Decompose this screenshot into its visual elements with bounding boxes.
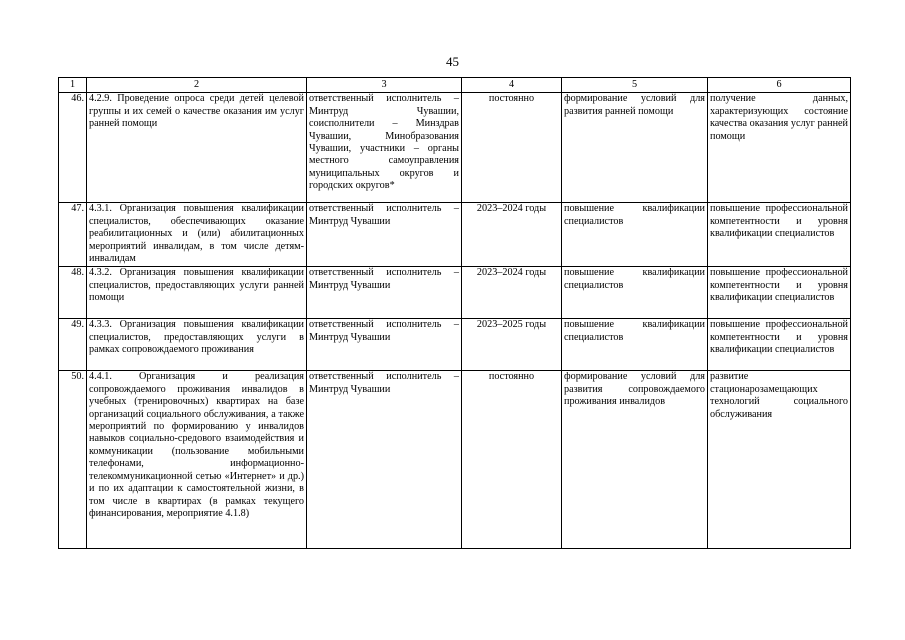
term-cell: 2023–2025 годы [462, 319, 562, 371]
term-cell: постоянно [462, 371, 562, 549]
result-cell: повышение профессиональной компетентности и уровня квалификации специалистов [708, 319, 851, 371]
term-cell: постоянно [462, 93, 562, 203]
executor-cell: ответственный исполнитель – Минтруд Чувашии [307, 371, 462, 549]
column-header-direction: 5 [562, 78, 708, 93]
row-number: 47. [59, 203, 87, 267]
table-header-row [59, 78, 851, 93]
executor-cell: ответственный исполнитель – Минтруд Чувашии [307, 203, 462, 267]
direction-cell: повышение квалификации специалистов [562, 267, 708, 319]
result-cell: получение данных, характеризующих состояние качества оказания услуг ранней помощи [708, 93, 851, 203]
measure-cell: 4.2.9. Проведение опроса среди детей целевой группы и их семей о качестве оказания им услуг ранней помощи [87, 93, 307, 203]
direction-cell: формирование условий для развития сопровождаемого проживания инвалидов [562, 371, 708, 549]
term-cell: 2023–2024 годы [462, 203, 562, 267]
table-row [59, 203, 851, 267]
measure-cell: 4.4.1. Организация и реализация сопровождаемого проживания инвалидов в учебных (тренировочных) квартирах на базе организаций социального обслуживания, а также мероприятий по формированию у инвалидов навыков социально-средового взаимодействия и коммуникации (пользование мобильными телефонами, информационно-телекоммуникационной сетью «Интернет» и др.) и по их адаптации к самостоятельной жизни, в том числе в квартирах (в рамках текущего финансирования, мероприятие 4.1.8) [87, 371, 307, 549]
column-header-measure: 2 [87, 78, 307, 93]
measure-cell: 4.3.1. Организация повышения квалификации специалистов, обеспечивающих оказание реабилитационных и (или) абилитационных мероприятий инвалидам, в том числе детям-инвалидам [87, 203, 307, 267]
direction-cell: повышение квалификации специалистов [562, 203, 708, 267]
column-header-term: 4 [462, 78, 562, 93]
direction-cell: повышение квалификации специалистов [562, 319, 708, 371]
result-cell: повышение профессиональной компетентности и уровня квалификации специалистов [708, 267, 851, 319]
table-row [59, 93, 851, 203]
column-header-number: 1 [59, 78, 87, 93]
column-header-result: 6 [708, 78, 851, 93]
executor-cell: ответственный исполнитель – Минтруд Чувашии [307, 319, 462, 371]
page-number: 45 [446, 54, 459, 69]
result-cell: повышение профессиональной компетентности и уровня квалификации специалистов [708, 203, 851, 267]
result-cell: развитие стационарозамещающих технологий социального обслуживания [708, 371, 851, 549]
table-row [59, 371, 851, 549]
measures-table [58, 77, 851, 549]
row-number: 48. [59, 267, 87, 319]
measure-cell: 4.3.2. Организация повышения квалификации специалистов, предоставляющих услуги ранней помощи [87, 267, 307, 319]
measure-cell: 4.3.3. Организация повышения квалификации специалистов, предоставляющих услуги в рамках сопровождаемого проживания [87, 319, 307, 371]
row-number: 50. [59, 371, 87, 549]
row-number: 49. [59, 319, 87, 371]
executor-cell: ответственный исполнитель – Минтруд Чувашии [307, 267, 462, 319]
row-number: 46. [59, 93, 87, 203]
direction-cell: формирование условий для развития ранней помощи [562, 93, 708, 203]
table-row [59, 319, 851, 371]
column-header-executor: 3 [307, 78, 462, 93]
term-cell: 2023–2024 годы [462, 267, 562, 319]
executor-cell: ответственный исполнитель – Минтруд Чувашии, соисполнители – Минздрав Чувашии, Минобразования Чувашии, участники – органы местного самоуправления муниципальных округов и городских округов* [307, 93, 462, 203]
table-row [59, 267, 851, 319]
